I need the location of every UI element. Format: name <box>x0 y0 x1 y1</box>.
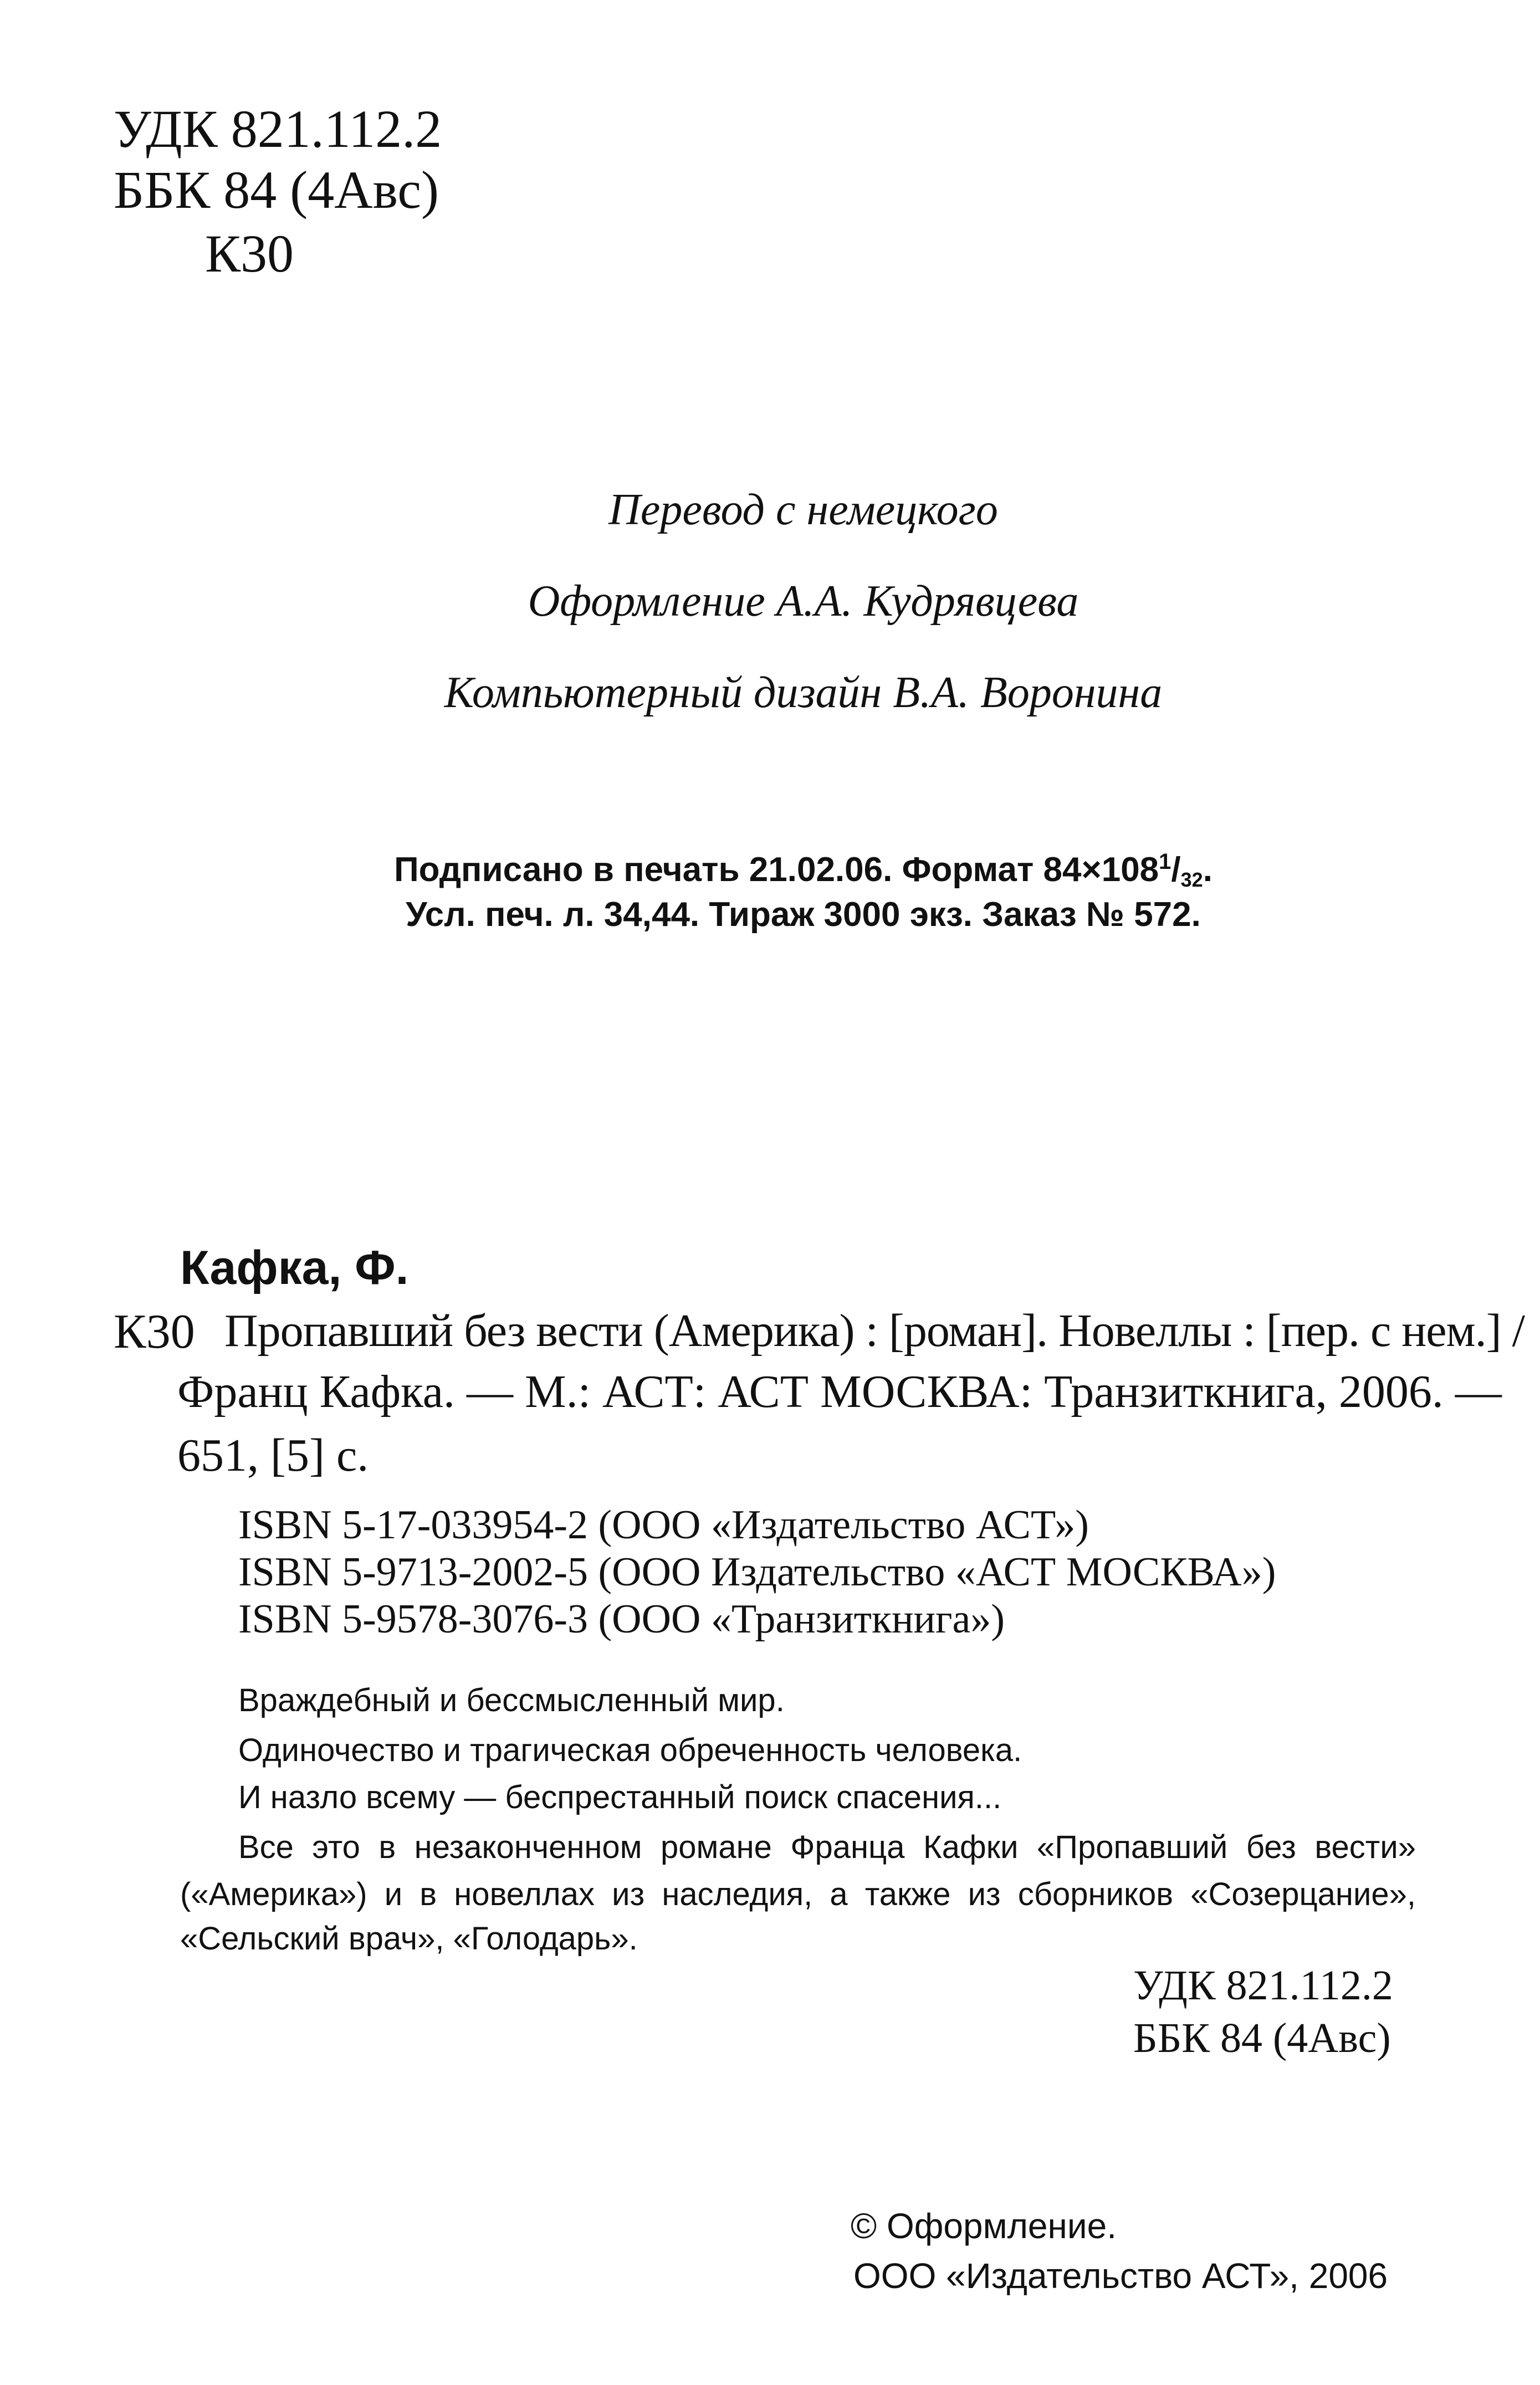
catalog-entry-line2: Франц Кафка. — М.: АСТ: АСТ МОСКВА: Транзиткнига, 2006. — <box>177 1366 1502 1417</box>
udk-bottom: УДК 821.112.2 <box>1133 1962 1393 2009</box>
isbn-line: ISBN 5-9578-3076-3 (ООО «Транзиткнига») <box>238 1596 1005 1642</box>
printing-info-line2: Усл. печ. л. 34,44. Тираж 3000 экз. Заказ № 572. <box>406 895 1201 934</box>
annotation-line: («Америка») и в новеллах из наследия, а также из сборников «Созерцание», <box>180 1876 1416 1912</box>
annotation-line: Все это в незаконченном романе Франца Кафки «Пропавший без вести» <box>238 1829 1416 1865</box>
translation-credit: Перевод с немецкого <box>608 485 998 534</box>
format-subscript: 32 <box>1180 868 1203 891</box>
udk-top: УДК 821.112.2 <box>114 99 442 158</box>
catalog-code: К30 <box>114 1305 195 1359</box>
isbn-line: ISBN 5-17-033954-2 (ООО «Издательство АСТ») <box>238 1502 1089 1548</box>
bbk-top: ББК 84 (4Авс) <box>114 160 439 219</box>
format-slash: / <box>1171 851 1181 889</box>
copyright-line1: © Оформление. <box>851 2206 1117 2246</box>
printing-line1-suffix: . <box>1203 851 1212 889</box>
annotation-line: «Сельский врач», «Голодарь». <box>180 1921 638 1957</box>
bbk-bottom: ББК 84 (4Авс) <box>1133 2015 1391 2061</box>
annotation-line: И назло всему — беспрестанный поиск спасения... <box>238 1779 1002 1815</box>
catalog-entry-line3: 651, [5] с. <box>177 1430 369 1481</box>
computer-design-credit: Компьютерный дизайн В.А. Воронина <box>444 668 1163 717</box>
catalog-author: Кафка, Ф. <box>180 1241 409 1294</box>
annotation-line: Одиночество и трагическая обреченность человека. <box>238 1732 1022 1768</box>
copyright-line2: ООО «Издательство АСТ», 2006 <box>853 2256 1388 2296</box>
printing-info-line1 <box>33 851 1540 890</box>
author-code-top: К30 <box>205 224 294 283</box>
isbn-line: ISBN 5-9713-2002-5 (ООО Издательство «АСТ МОСКВА») <box>238 1549 1276 1595</box>
printing-line1-prefix: Подписано в печать 21.02.06. Формат 84×108 <box>394 851 1159 889</box>
catalog-entry-line1: Пропавший без вести (Америка) : [роман]. Новеллы : [пер. с нем.] / <box>224 1305 1525 1357</box>
annotation-line: Враждебный и бессмысленный мир. <box>238 1682 785 1718</box>
design-credit: Оформление А.А. Кудрявцева <box>528 577 1079 626</box>
format-superscript: 1 <box>1159 849 1171 874</box>
